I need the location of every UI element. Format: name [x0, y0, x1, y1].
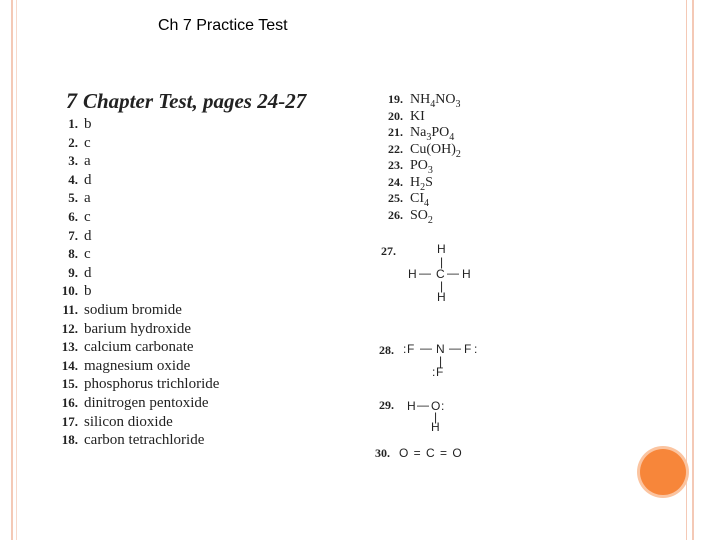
- answer-text: b: [84, 283, 92, 300]
- answer-item: [379, 124, 461, 141]
- formula-part: NH: [410, 92, 431, 107]
- answer-item: [54, 264, 219, 283]
- question-number: 9.: [68, 264, 78, 280]
- question-number: 29.: [379, 398, 394, 412]
- question-number: 25.: [388, 191, 403, 205]
- formula-subscript: 3: [426, 131, 432, 143]
- answer-text: a: [84, 190, 91, 207]
- answer-item: [54, 394, 219, 413]
- question-number: 26.: [388, 207, 403, 222]
- atom-label: H: [437, 290, 446, 304]
- right-answer-list: [379, 91, 461, 226]
- answer-item: [54, 189, 219, 208]
- answer-text: magnesium oxide: [84, 357, 191, 374]
- atom-label: N: [436, 342, 445, 356]
- bond: —: [419, 266, 431, 280]
- answer-text: a: [84, 153, 91, 170]
- question-number: 1.: [68, 116, 78, 131]
- answer-text: b: [84, 116, 92, 132]
- question-number: 4.: [68, 171, 78, 187]
- question-number: 11.: [62, 301, 78, 317]
- answer-item: [54, 375, 219, 394]
- chapter-heading: [66, 88, 306, 114]
- atom-label: H: [462, 267, 471, 281]
- answer-item: [379, 174, 461, 191]
- bond: —: [420, 341, 432, 355]
- answer-item: [54, 115, 219, 134]
- question-number: 5.: [68, 190, 78, 206]
- question-number: 15.: [61, 376, 78, 392]
- answer-text: c: [84, 246, 91, 263]
- chemical-formula: [410, 141, 461, 160]
- question-number: 21.: [388, 125, 403, 139]
- answer-text: d: [84, 264, 92, 281]
- question-number: 6.: [68, 208, 78, 224]
- formula-part: PO: [410, 158, 428, 173]
- formula-subscript: 2: [427, 214, 433, 226]
- atom-label: F: [464, 342, 472, 356]
- question-number: 22.: [388, 141, 403, 156]
- answer-item: [54, 171, 219, 190]
- chapter-heading-text: Chapter Test, pages 24-27: [83, 89, 307, 113]
- slide-frame-left: [11, 0, 13, 540]
- question-number: 3.: [68, 153, 78, 169]
- formula-part: S: [425, 174, 433, 190]
- formula-part: Na: [410, 125, 427, 140]
- formula-subscript: 2: [420, 181, 426, 193]
- chapter-number: 7: [66, 88, 77, 113]
- atom-label: O: [431, 399, 441, 413]
- slide-frame-right: [692, 0, 694, 540]
- answer-text: carbon tetrachloride: [84, 432, 205, 449]
- question-number: 13.: [61, 339, 78, 355]
- formula-subscript: 4: [449, 131, 455, 143]
- atom-label: H: [437, 242, 446, 256]
- formula-part: SO: [410, 207, 428, 223]
- answer-text: c: [84, 134, 91, 151]
- formula-part: CI: [410, 191, 424, 206]
- answer-item: [54, 431, 219, 450]
- chemical-formula: [410, 174, 433, 193]
- answer-item: [54, 282, 219, 301]
- lone-pair: :: [403, 342, 407, 356]
- structure-30: [375, 444, 475, 466]
- question-number: 27.: [381, 244, 396, 258]
- atom-label: F: [436, 365, 444, 379]
- bond: —: [449, 341, 461, 355]
- answer-item: [54, 320, 219, 339]
- answer-item: [54, 245, 219, 264]
- decorative-circle: [640, 449, 686, 495]
- chemical-formula: [410, 191, 429, 209]
- answer-item: [379, 157, 461, 174]
- answer-item: [379, 141, 461, 158]
- answer-item: [54, 413, 219, 432]
- left-answer-list: [54, 115, 219, 450]
- answer-item: [54, 357, 219, 376]
- slide-frame-left-inner: [16, 0, 17, 540]
- question-number: 16.: [61, 394, 78, 410]
- chemical-formula: [410, 125, 455, 143]
- structure-29: [377, 396, 467, 440]
- question-number: 17.: [61, 413, 78, 429]
- answer-text: sodium bromide: [84, 301, 182, 318]
- question-number: 10.: [61, 283, 78, 299]
- question-number: 19.: [388, 92, 403, 106]
- atom-label: H: [431, 420, 440, 434]
- formula-subscript: 2: [455, 148, 461, 160]
- question-number: 14.: [61, 357, 78, 373]
- chemical-formula: [410, 92, 461, 110]
- lone-pair: :: [432, 365, 436, 379]
- answer-item: [379, 190, 461, 207]
- answer-item: [54, 134, 219, 153]
- answer-item: [54, 152, 219, 171]
- question-number: 18.: [61, 432, 78, 448]
- bond: —: [447, 266, 459, 280]
- question-number: 20.: [388, 108, 403, 123]
- bond: |: [440, 255, 444, 269]
- answer-text: d: [84, 227, 92, 244]
- answer-text: d: [84, 171, 92, 188]
- atom-label: H: [407, 399, 416, 413]
- bond: —: [417, 398, 429, 412]
- question-number: 23.: [388, 158, 403, 172]
- question-number: 12.: [61, 320, 78, 336]
- formula-part: PO: [431, 125, 450, 140]
- chemical-formula: [410, 109, 425, 124]
- answer-item: [54, 227, 219, 246]
- answer-text: calcium carbonate: [84, 339, 194, 356]
- answer-text: barium hydroxide: [84, 320, 192, 337]
- answer-text: dinitrogen pentoxide: [84, 394, 209, 411]
- bond: |: [440, 279, 444, 293]
- atom-label: F: [407, 342, 415, 356]
- lone-pair: :: [441, 399, 445, 413]
- atom-label: H: [408, 267, 417, 281]
- slide-frame-right-inner: [686, 0, 687, 540]
- bond: |: [439, 354, 443, 368]
- answer-item: [54, 301, 219, 320]
- structure-27: [377, 238, 477, 308]
- atom-label: C: [436, 267, 445, 281]
- answer-item: [379, 108, 461, 125]
- answer-item: [379, 207, 461, 224]
- question-number: 30.: [375, 446, 390, 460]
- formula-part: NO: [435, 92, 456, 107]
- lone-pair: :: [474, 342, 478, 356]
- formula-part: H: [410, 174, 421, 190]
- question-number: 8.: [68, 246, 78, 262]
- formula-part: Cu(OH): [410, 141, 456, 157]
- answer-text: silicon dioxide: [84, 413, 173, 430]
- question-number: 7.: [68, 227, 78, 243]
- chemical-formula: [410, 207, 433, 226]
- formula-subscript: 3: [455, 98, 461, 110]
- question-number: 2.: [68, 134, 78, 150]
- slide-title: Ch 7 Practice Test: [158, 17, 288, 34]
- answer-text: phosphorus trichloride: [84, 376, 220, 393]
- answer-key-scan: [34, 82, 490, 472]
- answer-text: c: [84, 208, 91, 225]
- formula-subscript: 3: [427, 164, 433, 176]
- structure-28: [377, 337, 487, 387]
- formula-subscript: 4: [424, 197, 429, 209]
- co2-formula: O = C = O: [399, 446, 463, 460]
- formula-subscript: 4: [430, 98, 436, 110]
- question-number: 24.: [388, 174, 403, 189]
- answer-item: [379, 91, 461, 108]
- chemical-formula: [410, 158, 433, 176]
- question-number: 28.: [379, 343, 394, 357]
- answer-item: [54, 208, 219, 227]
- answer-item: [54, 338, 219, 357]
- formula-part: KI: [410, 108, 425, 124]
- bond: |: [434, 410, 438, 424]
